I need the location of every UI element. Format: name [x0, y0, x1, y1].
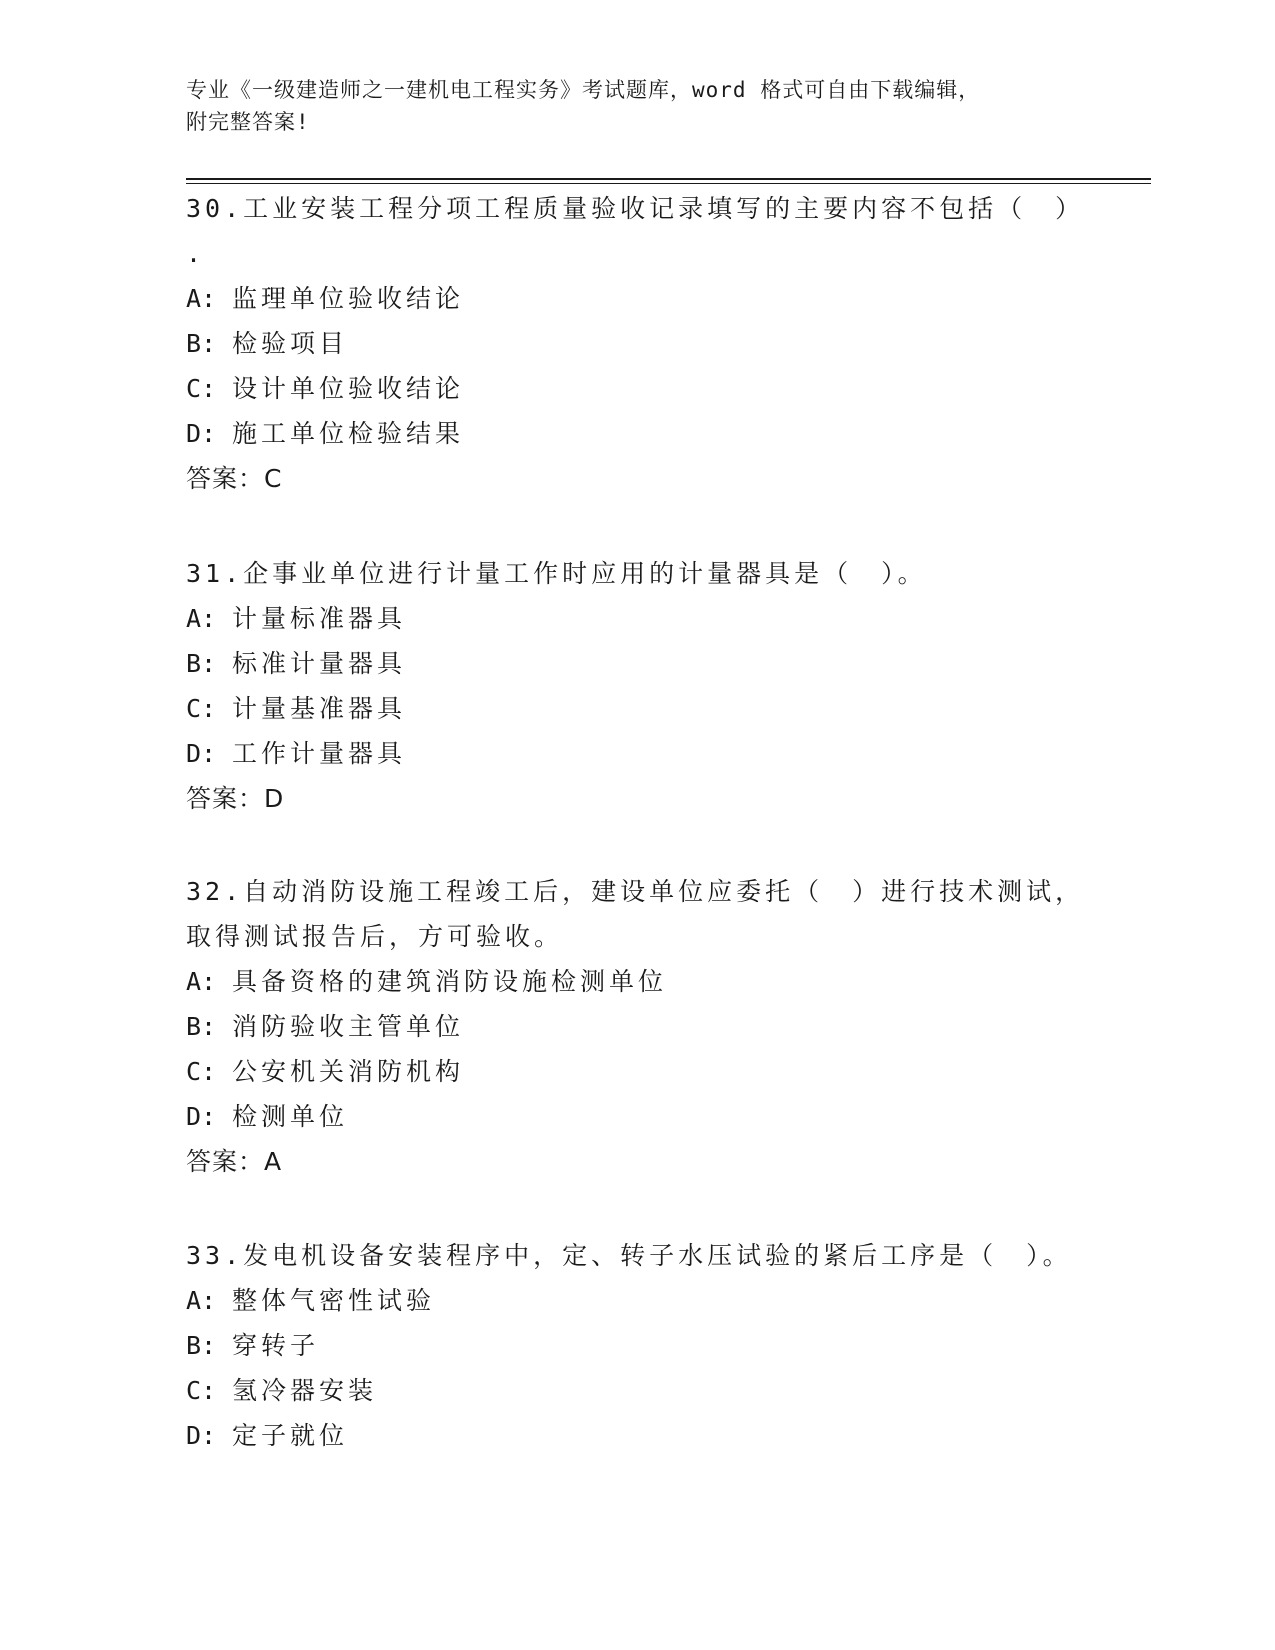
option-text: 具备资格的建筑消防设施检测单位	[232, 967, 668, 996]
option-text: 标准计量器具	[232, 649, 407, 678]
option-text: 施工单位检验结果	[232, 419, 465, 448]
option-letter: C:	[186, 694, 217, 723]
question-32	[186, 869, 1086, 1184]
option-letter: D:	[186, 1421, 217, 1450]
option-a	[186, 1278, 1086, 1323]
question-31	[186, 551, 1086, 821]
option-letter: C:	[186, 1057, 217, 1086]
answer-line	[186, 1139, 1086, 1184]
option-letter: B:	[186, 649, 217, 678]
answer-value: A	[264, 1147, 282, 1176]
option-text: 工作计量器具	[232, 739, 407, 768]
option-text: 计量标准器具	[232, 604, 407, 633]
question-stem: 33.发电机设备安装程序中，定、转子水压试验的紧后工序是（ ）。	[186, 1241, 1072, 1270]
question-stem: 31.企事业单位进行计量工作时应用的计量器具是（ ）。	[186, 559, 927, 588]
header-line-2: 附完整答案!	[186, 110, 310, 134]
option-text: 公安机关消防机构	[232, 1057, 465, 1086]
option-text: 穿转子	[232, 1331, 320, 1360]
option-c	[186, 1368, 1086, 1413]
question-30	[186, 186, 1086, 501]
option-b	[186, 1004, 1086, 1049]
option-text: 消防验收主管单位	[232, 1012, 465, 1041]
option-b	[186, 321, 1086, 366]
option-letter: A:	[186, 1286, 217, 1315]
option-letter: A:	[186, 604, 217, 633]
question-stem-continuation: 取得测试报告后，方可验收。	[186, 922, 564, 951]
option-d	[186, 1094, 1086, 1139]
option-b	[186, 641, 1086, 686]
answer-line	[186, 776, 1086, 821]
answer-value: D	[264, 784, 284, 813]
option-text: 检验项目	[232, 329, 349, 358]
option-c	[186, 686, 1086, 731]
option-letter: D:	[186, 419, 217, 448]
option-text: 计量基准器具	[232, 694, 407, 723]
header-divider-thick	[186, 178, 1151, 180]
option-letter: C:	[186, 374, 217, 403]
option-d	[186, 411, 1086, 456]
option-letter: D:	[186, 1102, 217, 1131]
option-letter: B:	[186, 1012, 217, 1041]
answer-value: C	[264, 464, 282, 493]
option-text: 监理单位验收结论	[232, 284, 465, 313]
answer-label: 答案：	[186, 464, 265, 493]
header-line-1: 专业《一级建造师之一建机电工程实务》考试题库，word 格式可自由下载编辑，	[186, 78, 981, 102]
option-letter: D:	[186, 739, 217, 768]
option-a	[186, 596, 1086, 641]
option-a	[186, 276, 1086, 321]
option-c	[186, 366, 1086, 411]
option-text: 检测单位	[232, 1102, 349, 1131]
option-text: 设计单位验收结论	[232, 374, 465, 403]
option-text: 整体气密性试验	[232, 1286, 436, 1315]
option-letter: C:	[186, 1376, 217, 1405]
option-d	[186, 731, 1086, 776]
option-d	[186, 1413, 1086, 1458]
question-33	[186, 1233, 1086, 1458]
header-divider-thin	[186, 183, 1151, 184]
question-stem-continuation: .	[186, 239, 202, 268]
answer-label: 答案：	[186, 784, 265, 813]
question-stem: 32.自动消防设施工程竣工后，建设单位应委托（ ）进行技术测试，	[186, 877, 1085, 906]
option-letter: A:	[186, 284, 217, 313]
option-c	[186, 1049, 1086, 1094]
option-text: 定子就位	[232, 1421, 349, 1450]
option-b	[186, 1323, 1086, 1368]
option-letter: A:	[186, 967, 217, 996]
question-stem: 30.工业安装工程分项工程质量验收记录填写的主要内容不包括（ ）	[186, 194, 1085, 223]
answer-label: 答案：	[186, 1147, 265, 1176]
option-letter: B:	[186, 1331, 217, 1360]
document-header	[186, 74, 1066, 138]
answer-line	[186, 456, 1086, 501]
option-letter: B:	[186, 329, 217, 358]
option-a	[186, 959, 1086, 1004]
option-text: 氢冷器安装	[232, 1376, 378, 1405]
